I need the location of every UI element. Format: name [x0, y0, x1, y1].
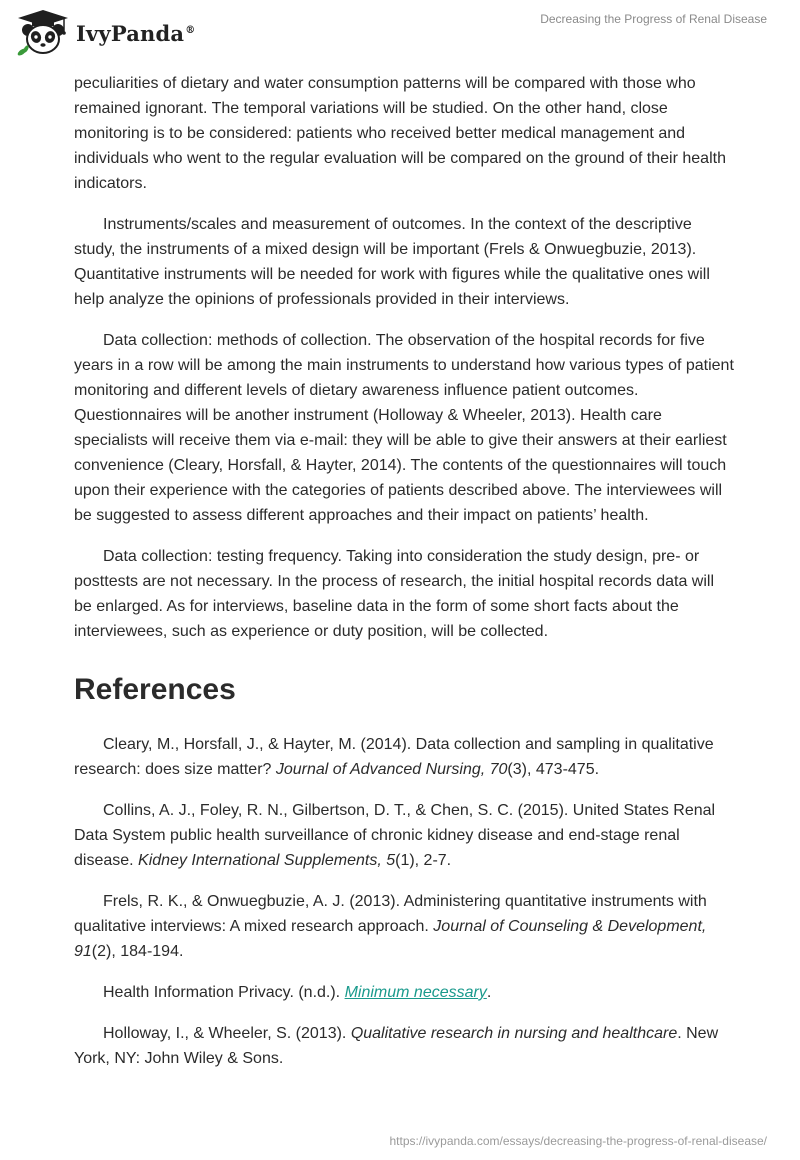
reference-text: Health Information Privacy. (n.d.).	[103, 984, 345, 1001]
body-paragraph: Instruments/scales and measurement of outcomes. In the context of the descriptive study, the instruments of a mixed design will be important (Frels & Onwuegbuzie, 2013). Quantitative instruments will be needed for work with figures while the qualitative ones will help analyze the opinions of professionals provided in their interviews.	[74, 216, 710, 308]
body-paragraph: Data collection: methods of collection. The observation of the hospital records for five years in a row will be among the main instruments to understand how various types of patient monitoring and different levels of dietary awareness influence patient outcomes. Questionnaires will be another instrument (Holloway & Wheeler, 2013). Health care specialists will receive them via e-mail: they will be able to give their answers at their earliest convenience (Cleary, Horsfall, & Hayter, 2014). The contents of the questionnaires will touch upon their experience with the categories of patients described above. The interviewees will be suggested to assess different approaches and their impact on patients’ health.	[74, 332, 734, 524]
reference-journal: Qualitative research in nursing and healthcare	[350, 1025, 678, 1042]
reference-text: . New York, NY: John Wiley & Sons.	[74, 1025, 719, 1067]
reference-item	[74, 732, 734, 782]
reference-item	[74, 798, 734, 873]
reference-text: Collins, A. J., Foley, R. N., Gilbertson, D. T., & Chen, S. C. (2015). United States Renal Data System public health surveillance of chronic kidney disease and end-stage renal disease.	[74, 802, 716, 869]
brand-name: IvyPanda®	[76, 20, 196, 46]
document-body	[74, 71, 734, 1087]
reference-journal: Journal of Counseling & Development, 91	[74, 918, 707, 960]
registered-mark: ®	[185, 24, 196, 36]
reference-text: Cleary, M., Horsfall, J., & Hayter, M. (2014). Data collection and sampling in qualitative research: does size matter?	[74, 736, 714, 778]
reference-text: Frels, R. K., & Onwuegbuzie, A. J. (2013). Administering quantitative instruments with qualitative interviews: A mixed research approach.	[74, 893, 707, 935]
reference-text: (2), 184-194.	[91, 943, 184, 960]
reference-item	[74, 889, 734, 964]
body-paragraph: Data collection: testing frequency. Taking into consideration the study design, pre- or posttests are not necessary. In the process of research, the initial hospital records data will be enlarged. As for interviews, baseline data in the form of some short facts about the interviewees, such as experience or duty position, will be collected.	[74, 548, 715, 640]
panda-logo-icon	[14, 8, 72, 58]
ivypanda-logo[interactable]	[14, 8, 214, 58]
minimum-necessary-link[interactable]: Minimum necessary	[344, 984, 487, 1001]
reference-item	[74, 980, 734, 1005]
references-heading: References	[74, 673, 236, 706]
reference-journal: Journal of Advanced Nursing, 70	[275, 761, 508, 778]
page-header	[0, 0, 800, 64]
reference-item	[74, 1021, 734, 1071]
reference-journal: Kidney International Supplements, 5	[138, 852, 396, 869]
reference-text: (3), 473-475.	[507, 761, 600, 778]
body-paragraph: peculiarities of dietary and water consumption patterns will be compared with those who remained ignorant. The temporal variations will be studied. On the other hand, close monitoring is to be considered: patients who received better medical management and individuals who went to the regular evaluation will be compared on the ground of their health indicators.	[74, 75, 726, 192]
document-title: Decreasing the Progress of Renal Disease	[540, 12, 767, 26]
reference-text: (1), 2-7.	[395, 852, 452, 869]
reference-text: .	[486, 984, 492, 1001]
reference-text: Holloway, I., & Wheeler, S. (2013).	[103, 1025, 351, 1042]
page-url: https://ivypanda.com/essays/decreasing-the-progress-of-renal-disease/	[389, 1134, 767, 1148]
